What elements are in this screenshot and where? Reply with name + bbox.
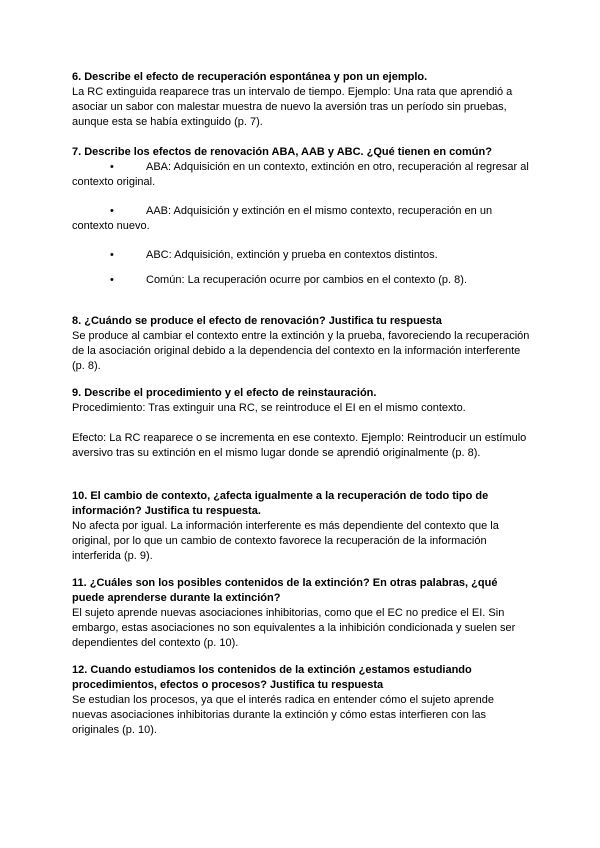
answer-12: Se estudian los procesos, ya que el interés radica en entender cómo el sujeto aprende nuevas asociaciones inhibitorias durante la extinción y cómo estas interfieren con las originales (p. 10). [72, 694, 494, 736]
bullet-item-aba [72, 160, 532, 190]
bullet-text-comun: Común: La recuperación ocurre por cambios en el contexto (p. 8). [146, 274, 467, 286]
bullet-icon: • [110, 274, 114, 286]
answer-11: El sujeto aprende nuevas asociaciones inhibitorias, como que el EC no predice el EI. Sin embargo, estas asociaciones no son equivalentes a la inhibición condicionada y suelen ser dependientes del contexto (p. 10). [72, 607, 516, 649]
question-9-block [72, 386, 532, 461]
question-8-block [72, 314, 532, 374]
question-6-title: 6. Describe el efecto de recuperación espontánea y pon un ejemplo. [72, 71, 428, 83]
bullet-item-abc [72, 248, 532, 263]
question-7-block [72, 145, 532, 288]
bullet-item-aab [72, 204, 532, 234]
answer-10: No afecta por igual. La información interferente es más dependiente del contexto que la original, por lo que un cambio de contexto favorece la recuperación de la información interferida (p. 9). [72, 520, 499, 562]
question-7-title: 7. Describe los efectos de renovación ABA, AAB y ABC. ¿Qué tienen en común? [72, 146, 492, 158]
question-11-block [72, 576, 532, 651]
bullet-text-abc: ABC: Adquisición, extinción y prueba en contextos distintos. [146, 249, 438, 261]
answer-8: Se produce al cambiar el contexto entre la extinción y la prueba, favoreciendo la recuperación de la asociación original debido a la dependencia del contexto en la información interferente (p. 8). [72, 330, 530, 372]
document-page [72, 70, 532, 738]
answer-9-procedure: Procedimiento: Tras extinguir una RC, se reintroduce el EI en el mismo contexto. [72, 402, 466, 414]
bullet-text-aab: AAB: Adquisición y extinción en el mismo contexto, recuperación en un contexto nuevo. [72, 205, 493, 232]
bullet-icon: • [110, 205, 114, 217]
answer-6: La RC extinguida reaparece tras un intervalo de tiempo. Ejemplo: Una rata que aprendió a asociar un sabor con malestar muestra de nuevo la aversión tras un período sin pruebas, aunque esta se había extinguido (p. 7). [72, 86, 513, 128]
question-9-title: 9. Describe el procedimiento y el efecto de reinstauración. [72, 387, 377, 399]
question-8-title: 8. ¿Cuándo se produce el efecto de renovación? Justifica tu respuesta [72, 315, 442, 327]
answer-9-effect: Efecto: La RC reaparece o se incrementa en ese contexto. Ejemplo: Reintroducir un estímulo aversivo tras su extinción en el mismo lugar donde se aprendió originalmente (p. 8). [72, 432, 527, 459]
bullet-icon: • [110, 249, 114, 261]
question-12-title: 12. Cuando estudiamos los contenidos de la extinción ¿estamos estudiando procedimientos, efectos o procesos? Justifica tu respuesta [72, 664, 472, 691]
question-12-block [72, 663, 532, 738]
question-10-title: 10. El cambio de contexto, ¿afecta igualmente a la recuperación de todo tipo de información? Justifica tu respuesta. [72, 490, 489, 517]
question-11-title: 11. ¿Cuáles son los posibles contenidos de la extinción? En otras palabras, ¿qué puede aprenderse durante la extinción? [72, 577, 498, 604]
question-10-block [72, 489, 532, 564]
question-6-block [72, 70, 532, 130]
bullet-icon: • [110, 161, 114, 173]
bullet-item-comun [72, 273, 532, 288]
bullet-text-aba: ABA: Adquisición en un contexto, extinción en otro, recuperación al regresar al contexto original. [72, 161, 529, 188]
